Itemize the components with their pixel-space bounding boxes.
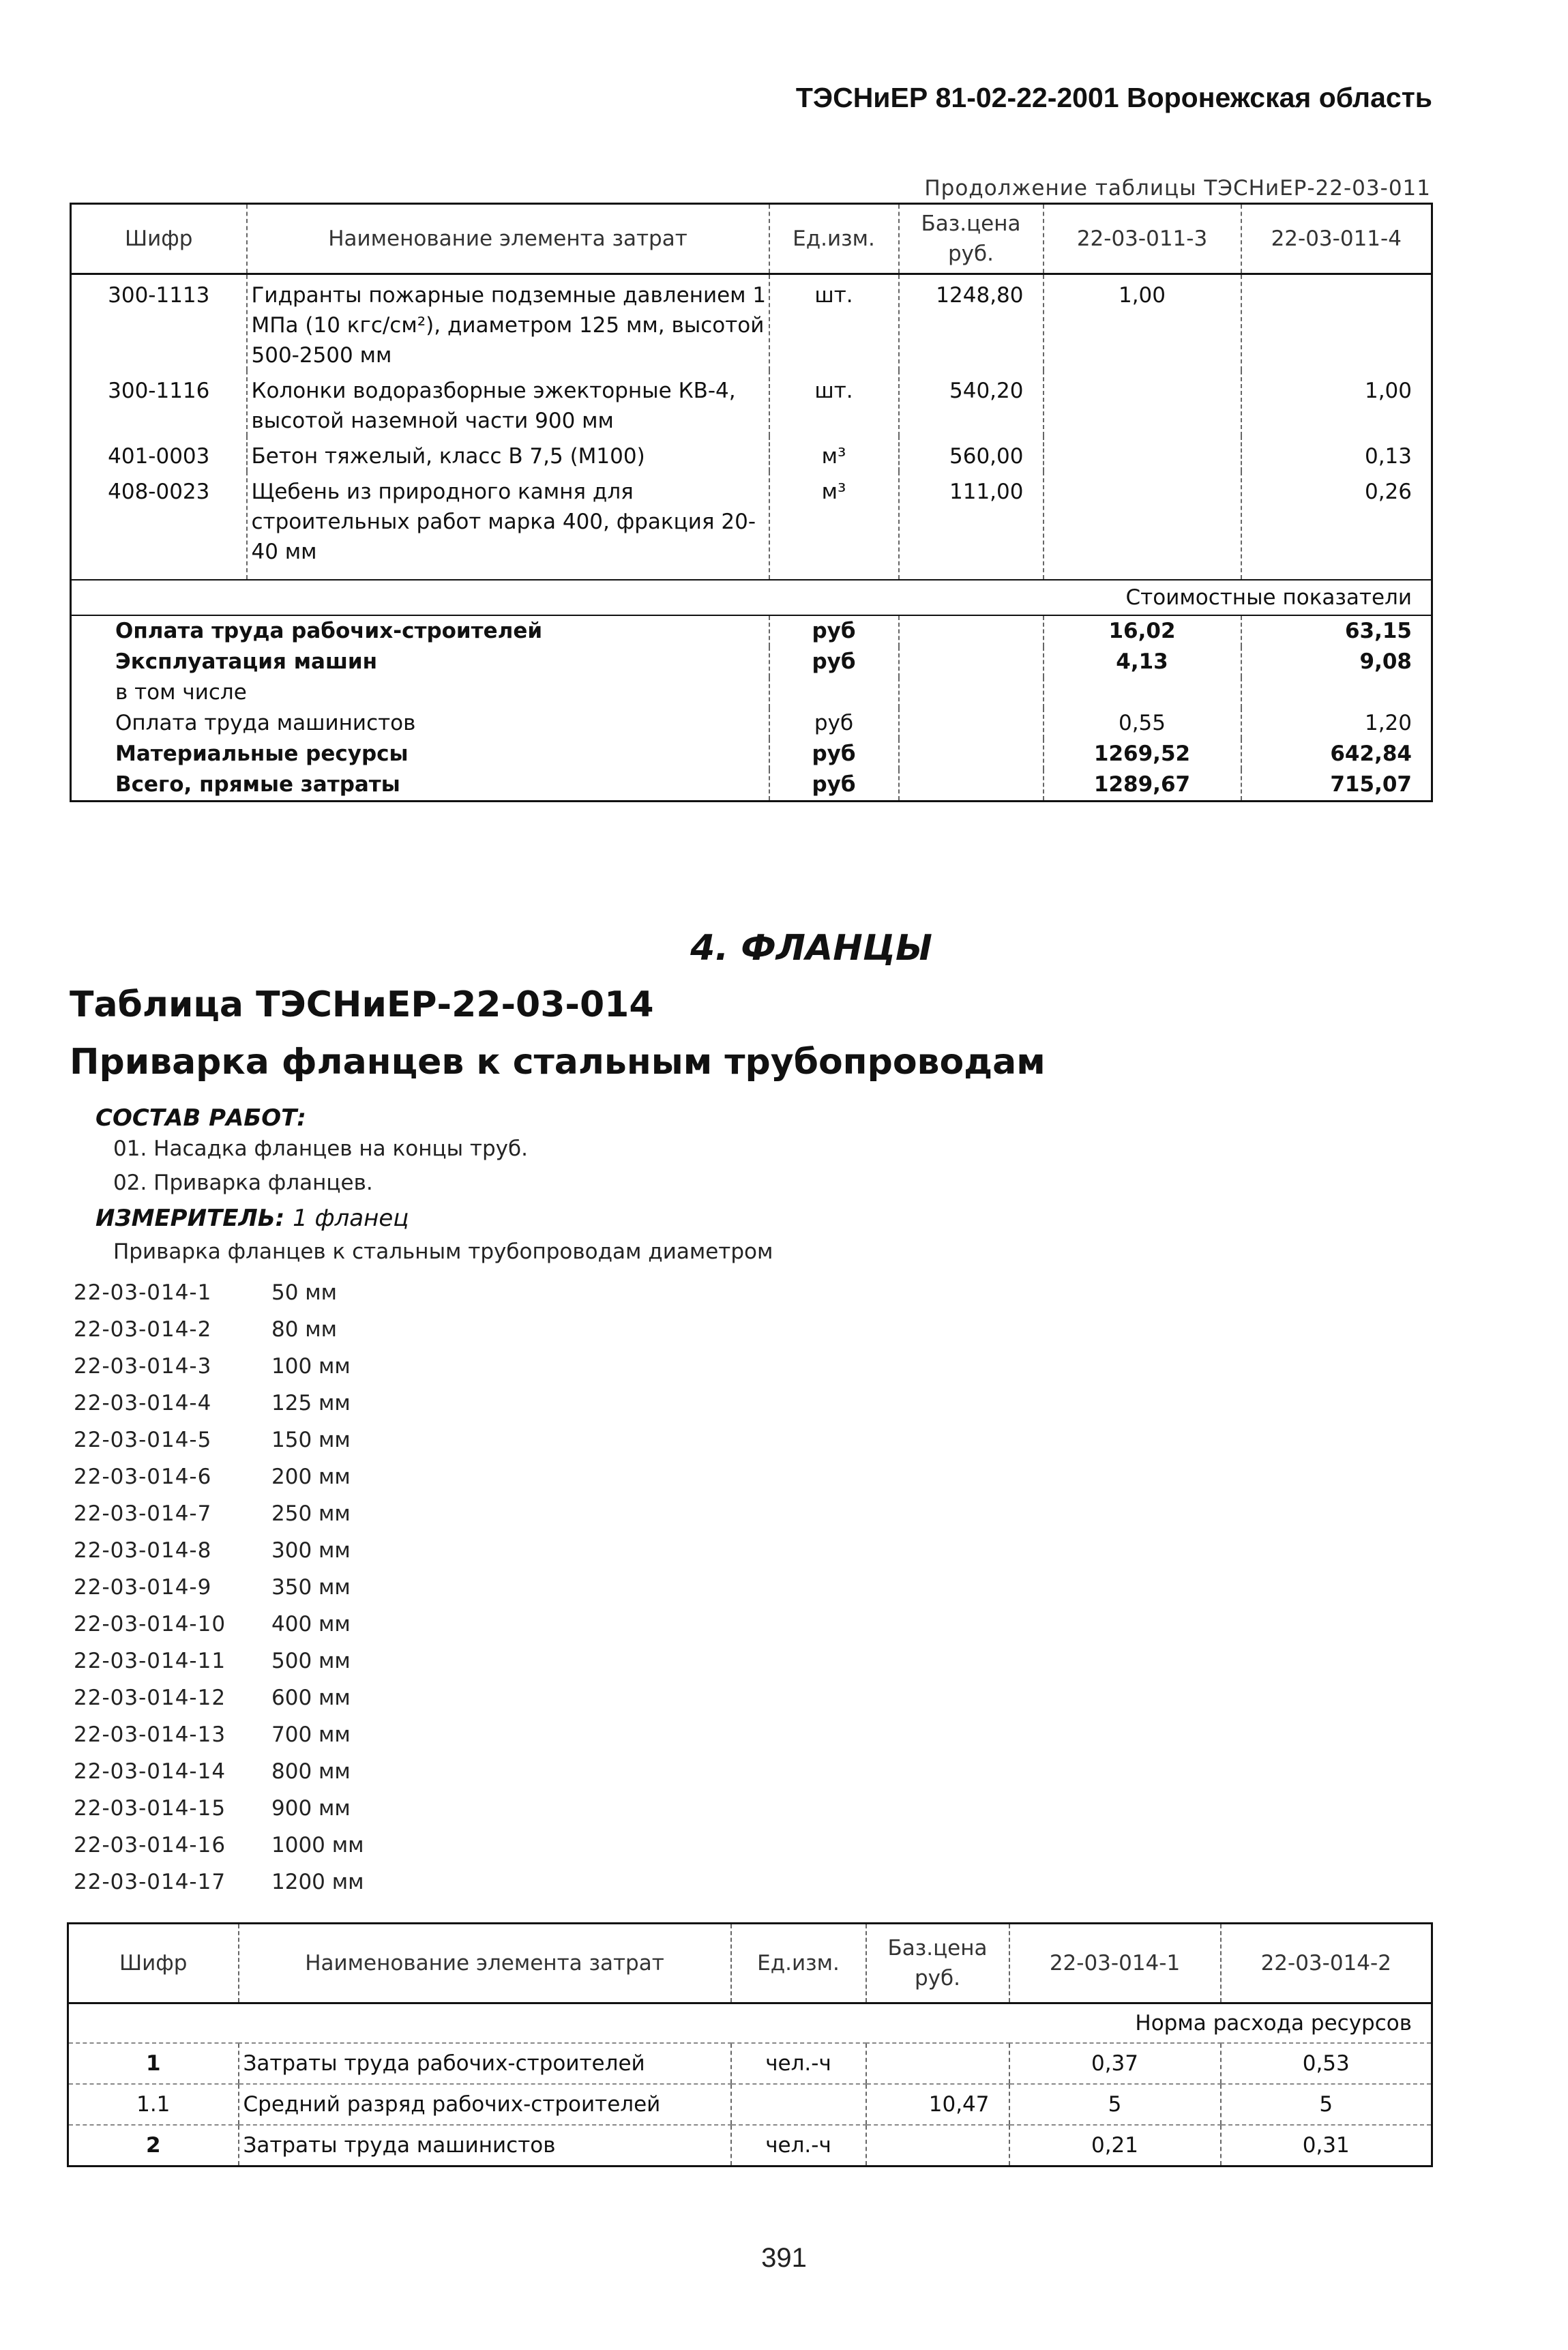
table-continuation-caption: Продолжение таблицы ТЭСНиЕР-22-03-011: [924, 176, 1431, 201]
norm-code: 22-03-014-10: [74, 1612, 226, 1636]
column-header: Наименование элемента затрат: [239, 1924, 731, 2003]
totals-label: Материальные ресурсы: [115, 741, 409, 766]
norm-code: 22-03-014-9: [74, 1575, 212, 1600]
totals-row: [71, 739, 1432, 769]
column-header: Баз.цена руб.: [899, 204, 1044, 274]
cell-value: 642,84: [1241, 739, 1432, 769]
cell-unit: чел.-ч: [731, 2125, 866, 2167]
norm-diameter: 250 мм: [271, 1501, 351, 1526]
column-header: Ед.изм.: [731, 1924, 866, 2003]
cell-value: 0,53: [1221, 2043, 1432, 2084]
norm-diameter: 80 мм: [271, 1317, 338, 1342]
cell-code: 1.1: [68, 2084, 239, 2125]
norm-diameter: 600 мм: [271, 1686, 351, 1710]
cell-value: 1,00: [1044, 274, 1241, 371]
totals-row: [71, 615, 1432, 647]
norm-code: 22-03-014-2: [74, 1317, 212, 1342]
cell-value: 0,21: [1009, 2125, 1221, 2167]
cell-value: [1044, 677, 1241, 708]
table-row: [71, 274, 1432, 371]
cell-price: [899, 647, 1044, 677]
norm-code-list: [74, 1274, 364, 1900]
operation-item: 02. Приварка фланцев.: [113, 1171, 373, 1195]
list-item: [74, 1532, 364, 1569]
cell-price: [866, 2125, 1009, 2167]
norm-diameter: 400 мм: [271, 1612, 351, 1636]
norm-code: 22-03-014-5: [74, 1428, 212, 1452]
list-item: [74, 1643, 364, 1679]
norm-diameter: 50 мм: [271, 1280, 338, 1305]
table-row: [68, 2084, 1432, 2125]
cell-value: [1044, 436, 1241, 471]
column-header: 22-03-011-4: [1241, 204, 1432, 274]
section-label: Стоимостные показатели: [1125, 585, 1412, 610]
cell-value: 1269,52: [1044, 739, 1241, 769]
table-row: [71, 370, 1432, 436]
cell-value: 0,31: [1221, 2125, 1432, 2167]
column-header: Шифр: [68, 1924, 239, 2003]
norm-code: 22-03-014-3: [74, 1354, 212, 1379]
meter-line: [95, 1205, 409, 1232]
column-header: 22-03-011-3: [1044, 204, 1241, 274]
list-item: [74, 1606, 364, 1643]
cell-unit: [769, 677, 899, 708]
running-header: ТЭСНиЕР 81-02-22-2001 Воронежская область: [795, 82, 1432, 113]
cell-unit: руб: [769, 739, 899, 769]
cell-value: 4,13: [1044, 647, 1241, 677]
section-row: [68, 2003, 1432, 2044]
table-header-row: [68, 1924, 1432, 2003]
table-row: [71, 471, 1432, 580]
cell-name: Щебень из природного камня для строительных работ марка 400, фракция 20-40 мм: [247, 471, 769, 580]
totals-row: [71, 769, 1432, 802]
norm-diameter: 100 мм: [271, 1354, 351, 1379]
cell-value: [1044, 370, 1241, 436]
norm-diameter: 1200 мм: [271, 1870, 364, 1894]
list-item: [74, 1495, 364, 1532]
cell-code: 408-0023: [108, 480, 210, 504]
cell-code: 2: [145, 2133, 161, 2158]
cell-value: 5: [1221, 2084, 1432, 2125]
cell-value: 1,20: [1241, 708, 1432, 739]
cell-name: Колонки водоразборные эжекторные КВ-4, высотой наземной части 900 мм: [247, 370, 769, 436]
cell-price: [899, 739, 1044, 769]
list-item: [74, 1790, 364, 1827]
column-header: Баз.цена руб.: [866, 1924, 1009, 2003]
norm-code: 22-03-014-4: [74, 1391, 212, 1415]
cell-unit: руб: [769, 708, 899, 739]
table-title: Таблица ТЭСНиЕР-22-03-014: [70, 984, 654, 1025]
norm-code: 22-03-014-8: [74, 1538, 212, 1563]
cell-value: 5: [1009, 2084, 1221, 2125]
cell-unit: шт.: [769, 274, 899, 371]
section-title: 4. ФЛАНЦЫ: [690, 928, 932, 969]
norm-code: 22-03-014-7: [74, 1501, 212, 1526]
list-item: [74, 1385, 364, 1422]
column-header: Наименование элемента затрат: [247, 204, 769, 274]
cell-price: 1248,80: [899, 274, 1044, 371]
cell-price: [866, 2043, 1009, 2084]
cell-name: Средний разряд рабочих-строителей: [239, 2084, 731, 2125]
column-header: 22-03-014-2: [1221, 1924, 1432, 2003]
cell-value: 16,02: [1044, 615, 1241, 647]
list-item: [74, 1422, 364, 1458]
cell-price: [899, 677, 1044, 708]
norm-diameter: 700 мм: [271, 1722, 351, 1747]
cell-unit: м³: [769, 436, 899, 471]
norm-code: 22-03-014-14: [74, 1759, 226, 1784]
totals-label: в том числе: [115, 680, 247, 705]
cell-price: [899, 615, 1044, 647]
totals-label: Эксплуатация машин: [115, 649, 378, 674]
norm-code: 22-03-014-16: [74, 1833, 226, 1857]
cell-value: 0,55: [1044, 708, 1241, 739]
norm-code: 22-03-014-17: [74, 1870, 226, 1894]
cell-value: 0,13: [1241, 436, 1432, 471]
list-item: [74, 1716, 364, 1753]
column-header: Шифр: [71, 204, 247, 274]
cell-code: 401-0003: [108, 444, 210, 469]
list-item: [74, 1753, 364, 1790]
totals-label: Оплата труда машинистов: [115, 711, 416, 735]
cell-value: 1,00: [1241, 370, 1432, 436]
norm-code: 22-03-014-15: [74, 1796, 226, 1821]
cell-name: Затраты труда машинистов: [239, 2125, 731, 2167]
norm-code: 22-03-014-11: [74, 1649, 226, 1673]
totals-row: [71, 677, 1432, 708]
section-row: [71, 580, 1432, 615]
cell-code: 300-1113: [108, 283, 210, 308]
cell-name: Гидранты пожарные подземные давлением 1 МПа (10 кгс/см²), диаметром 125 мм, высотой 500-2500 мм: [247, 274, 769, 371]
cell-name: Бетон тяжелый, класс В 7,5 (М100): [247, 436, 769, 471]
cell-price: [899, 708, 1044, 739]
list-item: [74, 1348, 364, 1385]
cell-value: [1241, 274, 1432, 371]
table-row: [68, 2125, 1432, 2167]
resources-table-continued: [70, 203, 1433, 802]
norm-diameter: 125 мм: [271, 1391, 351, 1415]
cell-value: 9,08: [1241, 647, 1432, 677]
list-item: [74, 1569, 364, 1606]
cell-name: Затраты труда рабочих-строителей: [239, 2043, 731, 2084]
cell-unit: м³: [769, 471, 899, 580]
cell-code: 1: [68, 2043, 239, 2084]
list-item: [74, 1311, 364, 1348]
norm-description: Приварка фланцев к стальным трубопроводам диаметром: [113, 1239, 773, 1264]
norm-diameter: 1000 мм: [271, 1833, 364, 1857]
norm-diameter: 500 мм: [271, 1649, 351, 1673]
cell-unit: руб: [769, 647, 899, 677]
list-item: [74, 1827, 364, 1864]
page-number: 391: [761, 2243, 807, 2273]
meter-label: ИЗМЕРИТЕЛЬ:: [95, 1205, 285, 1232]
cell-price: 540,20: [899, 370, 1044, 436]
list-item: [74, 1274, 364, 1311]
cell-unit: руб: [769, 769, 899, 802]
section-label: Норма расхода ресурсов: [68, 2003, 1432, 2044]
norm-diameter: 300 мм: [271, 1538, 351, 1563]
cell-value: [1044, 471, 1241, 580]
cell-value: 0,37: [1009, 2043, 1221, 2084]
composition-label: СОСТАВ РАБОТ:: [95, 1104, 306, 1132]
norm-code: 22-03-014-13: [74, 1722, 226, 1747]
norm-diameter: 350 мм: [271, 1575, 351, 1600]
cell-value: 715,07: [1241, 769, 1432, 802]
cell-value: 1289,67: [1044, 769, 1241, 802]
list-item: [74, 1679, 364, 1716]
cell-price: [899, 769, 1044, 802]
list-item: [74, 1864, 364, 1900]
operation-item: 01. Насадка фланцев на концы труб.: [113, 1136, 528, 1161]
cell-value: [1241, 677, 1432, 708]
meter-value: 1 фланец: [293, 1205, 409, 1232]
totals-label: Всего, прямые затраты: [115, 772, 400, 797]
table-header-row: [71, 204, 1432, 274]
cell-price: 10,47: [866, 2084, 1009, 2125]
column-header: Ед.изм.: [769, 204, 899, 274]
cell-price: 560,00: [899, 436, 1044, 471]
cell-unit: чел.-ч: [731, 2043, 866, 2084]
table-row: [71, 436, 1432, 471]
norm-diameter: 150 мм: [271, 1428, 351, 1452]
norm-code: 22-03-014-1: [74, 1280, 212, 1305]
cell-value: 0,26: [1241, 471, 1432, 580]
totals-row: [71, 708, 1432, 739]
table-subtitle: Приварка фланцев к стальным трубопроводам: [70, 1042, 1046, 1083]
table-row: [68, 2043, 1432, 2084]
list-item: [74, 1458, 364, 1495]
norm-diameter: 800 мм: [271, 1759, 351, 1784]
cell-code: 300-1116: [108, 379, 210, 403]
cell-unit: руб: [769, 615, 899, 647]
cell-price: 111,00: [899, 471, 1044, 580]
totals-row: [71, 647, 1432, 677]
norm-code: 22-03-014-6: [74, 1465, 212, 1489]
cell-unit: [731, 2084, 866, 2125]
resource-norms-table: [67, 1922, 1433, 2167]
norm-diameter: 900 мм: [271, 1796, 351, 1821]
cell-unit: шт.: [769, 370, 899, 436]
cell-value: 63,15: [1241, 615, 1432, 647]
totals-label: Оплата труда рабочих-строителей: [115, 619, 543, 643]
column-header: 22-03-014-1: [1009, 1924, 1221, 2003]
norm-diameter: 200 мм: [271, 1465, 351, 1489]
norm-code: 22-03-014-12: [74, 1686, 226, 1710]
